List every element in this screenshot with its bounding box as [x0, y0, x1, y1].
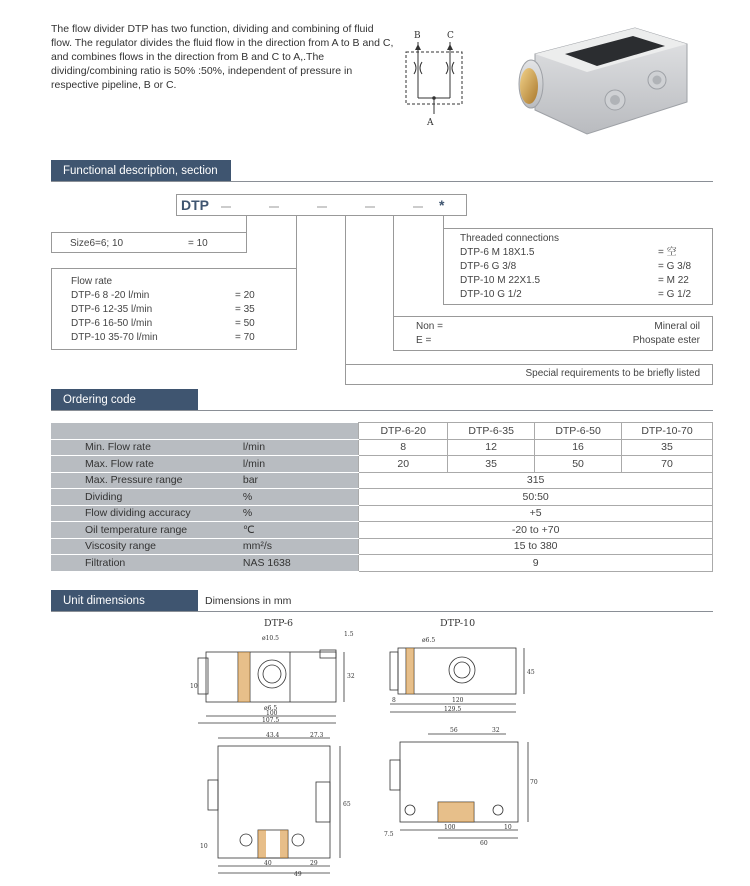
spec-row [51, 456, 713, 473]
flow-row-value: = 20 [235, 290, 255, 301]
spec-cell: 35 [622, 439, 713, 456]
spec-col-header: DTP-6-50 [535, 423, 622, 440]
spec-col-header: DTP-10-70 [622, 423, 713, 440]
spec-row-label: Oil temperature range [51, 522, 239, 539]
spec-cell: 12 [448, 439, 535, 456]
spec-row [51, 489, 713, 506]
thread-row-value: = G 1/2 [658, 289, 692, 300]
spec-row-unit: NAS 1638 [239, 555, 359, 572]
spec-cell: 35 [448, 456, 535, 473]
dtp6-top-drawing [190, 730, 360, 878]
flow-rate-box [51, 268, 297, 350]
size-value: = 10 [188, 238, 208, 249]
spec-cell: 16 [535, 439, 622, 456]
dim-label: ø10.5 [262, 635, 279, 642]
spec-row-unit: % [239, 505, 359, 522]
spec-cell: 50:50 [359, 489, 713, 506]
spec-row-label: Min. Flow rate [51, 439, 239, 456]
dim-label: 32 [492, 727, 500, 734]
dim-label: 10 [190, 683, 198, 690]
spec-row-unit: mm²/s [239, 538, 359, 555]
dim-label: ø6.5 [264, 705, 278, 712]
spec-row-label: Max. Pressure range [51, 472, 239, 489]
fluid-row-value: Phospate ester [632, 335, 700, 346]
size-label: Size6=6; 10 [70, 238, 124, 249]
dim-label: 10 [200, 843, 208, 850]
dim-label: ø6.5 [422, 637, 436, 644]
dim-label: 49 [294, 871, 302, 878]
section-dimensions-header: Unit dimensions [51, 590, 198, 612]
dtp10-top-drawing [380, 724, 540, 848]
fluid-box [393, 316, 713, 351]
spec-header-row [51, 423, 713, 440]
thread-row-label: DTP-10 M 22X1.5 [460, 275, 541, 286]
special-requirements-text: Special requirements to be briefly listed [525, 368, 700, 379]
spec-row-label: Max. Flow rate [51, 456, 239, 473]
section-ordering-rule [51, 410, 713, 411]
thread-row-value: = 空 [658, 247, 677, 258]
thread-connector [443, 216, 444, 228]
seal-connector [393, 216, 394, 316]
dim-label: 129.5 [444, 706, 462, 713]
spec-cell: 8 [359, 439, 448, 456]
dim-label: 56 [450, 727, 458, 734]
thread-row-label: DTP-6 M 18X1.5 [460, 247, 535, 258]
code-separators [221, 204, 441, 210]
flow-connector [296, 216, 297, 268]
threaded-connections-box [443, 228, 713, 305]
spec-cell: -20 to +70 [359, 522, 713, 539]
section-functional-header: Functional description, section [51, 160, 231, 182]
flow-row-label: DTP-6 8 -20 l/min [71, 290, 150, 301]
thread-row-value: = M 22 [658, 275, 689, 286]
spec-row-label: Viscosity range [51, 538, 239, 555]
spec-row [51, 522, 713, 539]
spec-row [51, 538, 713, 555]
dim-label: 8 [392, 697, 396, 704]
flow-row-value: = 50 [235, 318, 255, 329]
dtp6-title: DTP-6 [264, 618, 294, 629]
dim-label: 10 [504, 824, 512, 831]
dim-label: 65 [343, 801, 351, 808]
thread-row-label: DTP-10 G 1/2 [460, 289, 522, 300]
section-dimensions-rule [51, 611, 713, 612]
flow-row-label: DTP-6 12-35 l/min [71, 304, 153, 315]
dtp10-title: DTP-10 [440, 618, 476, 629]
special-requirements-box [345, 364, 713, 385]
dim-label: 60 [480, 840, 488, 847]
fluid-row-label: Non = [416, 321, 443, 332]
dim-label: 107.5 [262, 717, 280, 724]
dim-label: 29 [310, 860, 318, 867]
code-star: * [439, 197, 445, 213]
spec-cell: 70 [622, 456, 713, 473]
spec-cell: 15 to 380 [359, 538, 713, 555]
dim-label: 43.4 [266, 732, 280, 739]
dim-label: 100 [266, 710, 278, 717]
dim-label: 45 [527, 669, 535, 676]
spec-row-label: Filtration [51, 555, 239, 572]
thread-row-label: DTP-6 G 3/8 [460, 261, 517, 272]
flow-row-label: DTP-6 16-50 l/min [71, 318, 153, 329]
spec-row [51, 505, 713, 522]
dim-label: 70 [530, 779, 538, 786]
dim-label: 32 [347, 673, 355, 680]
dim-label: 7.5 [384, 831, 394, 838]
spec-row-unit: ℃ [239, 522, 359, 539]
product-image [515, 14, 695, 144]
dtp10-front-drawing [380, 626, 540, 721]
spec-col-header: DTP-6-35 [448, 423, 535, 440]
flow-row-label: DTP-10 35-70 l/min [71, 332, 158, 343]
spec-table [51, 422, 713, 572]
hydraulic-schematic [400, 28, 470, 128]
special-connector [345, 216, 346, 366]
dim-label: 40 [264, 860, 272, 867]
dimensions-note: Dimensions in mm [205, 595, 292, 607]
spec-row-unit: % [239, 489, 359, 506]
spec-row [51, 439, 713, 456]
spec-cell: 9 [359, 555, 713, 572]
section-functional-rule [51, 181, 713, 182]
port-b-label: B [414, 31, 421, 41]
spec-row-unit: bar [239, 472, 359, 489]
spec-row-label: Dividing [51, 489, 239, 506]
spec-row [51, 472, 713, 489]
spec-cell: 20 [359, 456, 448, 473]
dim-label: 1.5 [344, 631, 354, 638]
spec-cell: +5 [359, 505, 713, 522]
spec-cell: 50 [535, 456, 622, 473]
spec-col-header: DTP-6-20 [359, 423, 448, 440]
threaded-title: Threaded connections [460, 233, 559, 244]
section-ordering-header: Ordering code [51, 389, 198, 411]
port-c-label: C [447, 31, 454, 41]
thread-row-value: = G 3/8 [658, 261, 692, 272]
size-box [51, 232, 247, 253]
ordering-code-box [176, 194, 467, 216]
spec-row-label: Flow dividing accuracy [51, 505, 239, 522]
spec-cell: 315 [359, 472, 713, 489]
dim-label: 27.3 [310, 732, 324, 739]
fluid-row-value: Mineral oil [654, 321, 700, 332]
intro-paragraph: The flow divider DTP has two function, dividing and combining of fluid flow. The regulator divides the fluid flow in the direction from A to B and C, and combines flows in the direction from B and C to A,.The dividing/combining ratio is 50% :50%, independent of pressure in respective pipeline, B or C. [51, 23, 394, 91]
flow-row-value: = 70 [235, 332, 255, 343]
dim-label: 120 [452, 697, 464, 704]
dtp6-front-drawing [190, 626, 360, 726]
port-a-label: A [427, 118, 434, 128]
spec-row-unit: l/min [239, 456, 359, 473]
spec-row-unit: l/min [239, 439, 359, 456]
flow-row-value: = 35 [235, 304, 255, 315]
dim-label: 100 [444, 824, 456, 831]
spec-row [51, 555, 713, 572]
flow-rate-title: Flow rate [71, 276, 113, 287]
fluid-row-label: E = [416, 335, 432, 346]
code-prefix: DTP [181, 197, 209, 213]
